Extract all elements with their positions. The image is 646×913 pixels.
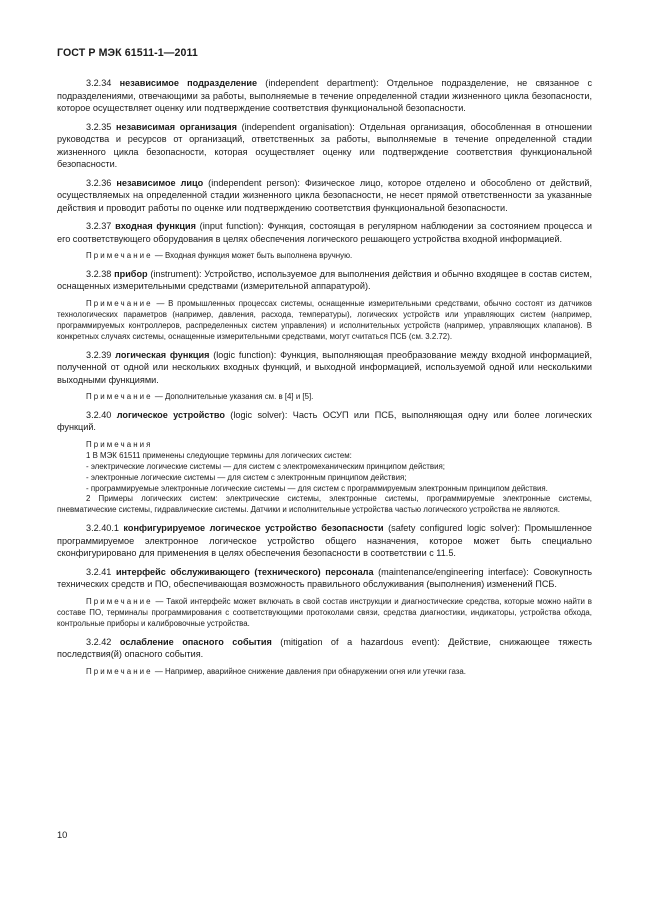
notes-label: Примечания bbox=[86, 439, 153, 449]
entry-3-2-36 bbox=[57, 177, 592, 215]
entry-number: 3.2.41 bbox=[86, 566, 116, 577]
note-label: Примечание bbox=[86, 596, 153, 606]
entry-term: входная функция bbox=[115, 221, 196, 231]
entry-term: независимое подразделение bbox=[119, 78, 258, 88]
note-label: Примечание bbox=[86, 251, 153, 260]
entry-3-2-40 bbox=[57, 409, 592, 434]
note-item: - программируемые электронные логические системы — для систем с программируемым электронным принципом действия. bbox=[86, 483, 548, 493]
entry-number: 3.2.42 bbox=[86, 636, 120, 647]
entry-number: 3.2.38 bbox=[86, 268, 115, 279]
note-3-2-37 bbox=[57, 251, 592, 262]
note-3-2-42 bbox=[57, 667, 592, 678]
note-label: Примечание bbox=[86, 298, 153, 308]
entry-3-2-40-1 bbox=[57, 522, 592, 560]
entry-term: логическое устройство bbox=[116, 409, 225, 420]
note-3-2-41 bbox=[57, 597, 592, 630]
entry-term: логическая функция bbox=[115, 349, 210, 360]
entry-definition: (independent organisation): Отдельная организация, обособленная в отношении руководства и ресурсов от организаций, ответственных за работы, выполняемые в течение определенной стадии жизненного цикла безопасности, которая осуществляет оценку или подтверждение соответствия функциональной безопасности. bbox=[57, 121, 592, 169]
entry-number: 3.2.36 bbox=[86, 177, 117, 188]
notes-3-2-40 bbox=[57, 440, 592, 516]
entry-term: прибор bbox=[114, 268, 148, 279]
entry-definition: (instrument): Устройство, используемое для выполнения действия и обычно входящее в состав систем, оснащенных измерительными средствами (измерительной аппаратурой). bbox=[57, 268, 592, 292]
entry-number: 3.2.39 bbox=[86, 349, 116, 360]
note-label: Примечание bbox=[86, 392, 153, 402]
entry-3-2-37 bbox=[57, 220, 592, 245]
note-item: - электронные логические системы — для систем с электронным принципом действия; bbox=[86, 472, 407, 482]
entry-definition: (safety configured logic solver): Промышленное программируемое электронное логическое устройство общего назначения, которое может быть специально сконфигурировано для применения в целях обеспечения безопасности в соответствии с 11.5. bbox=[57, 523, 593, 559]
note-item: 1 В МЭК 61511 применены следующие термины для логических систем: bbox=[86, 450, 352, 460]
entry-definition: (independent department): Отдельное подразделение, не связанное с подразделениями, отвечающими за работы, выполняемые в течение определенной стадии жизненного цикла безопасности, которое осуществляет оценку или подтверждение соответствия функциональной безопасности. bbox=[57, 78, 593, 113]
entry-definition: (mitigation of a hazardous event): Действие, снижающее тяжесть последствия(й) опасного события. bbox=[57, 636, 593, 659]
note-label: Примечание bbox=[86, 666, 153, 676]
entry-3-2-41 bbox=[57, 566, 592, 591]
entry-term: конфигурируемое логическое устройство безопасности bbox=[123, 523, 384, 534]
entry-definition: (logic solver): Часть ОСУП или ПСБ, выполняющая одну или более логических функций. bbox=[57, 409, 592, 433]
entry-term: независимая организация bbox=[116, 121, 237, 132]
note-text: — Такой интерфейс может включать в свой состав инструкции и диагностические средства, которые можно найти в составе ПО, терминалы программирования с соответствующими протоколами связи, средства диагностики, индикаторы, устройства обхода, контрольные приборы и калибровочные устройства. bbox=[57, 596, 592, 628]
note-text: — Дополнительные указания см. в [4] и [5]. bbox=[152, 392, 314, 402]
note-text: — Входная функция может быть выполнена вручную. bbox=[152, 251, 353, 260]
entry-3-2-35 bbox=[57, 121, 592, 171]
entry-3-2-38 bbox=[57, 268, 592, 293]
entry-number: 3.2.34 bbox=[86, 78, 120, 88]
note-item: - электрические логические системы — для систем с электромеханическим принципом действия; bbox=[86, 461, 445, 471]
entry-term: интерфейс обслуживающего (технического) персонала bbox=[115, 566, 374, 577]
note-3-2-39 bbox=[57, 392, 592, 403]
entry-number: 3.2.40.1 bbox=[86, 523, 124, 534]
entry-definition: (independent person): Физическое лицо, которое отделено и обособлено от действий, осуществляемых на определенной стадии жизненного цикла безопасности, не несет прямой ответственности за указанные действия и проводит работы по оценке или подтверждению соответствия функциональной безопасности. bbox=[57, 177, 593, 213]
entry-term: ослабление опасного события bbox=[119, 636, 272, 647]
note-text: — В промышленных процессах системы, оснащенные измерительными средствами, обычно состоят из датчиков технологических параметров (например, давления, расхода, температуры), логических устройств или управляющих систем (например, программируемых контроллеров, распределенных систем управления) и исполнительных устройств (например, управляющих клапанов). В конкретных случаях системы, оснащенные измерительными средствами, могут считаться ПСБ (см. 3.2.72). bbox=[57, 298, 592, 341]
page-number: 10 bbox=[57, 830, 68, 840]
entry-number: 3.2.40 bbox=[86, 409, 117, 420]
entry-3-2-39 bbox=[57, 349, 592, 387]
document-body bbox=[57, 77, 592, 683]
entry-number: 3.2.35 bbox=[86, 121, 117, 132]
entry-3-2-42 bbox=[57, 636, 592, 661]
entry-term: независимое лицо bbox=[116, 177, 204, 188]
note-item: 2 Примеры логических систем: электрические системы, электронные системы, программируемые электронные системы, пневматические системы, гидравлические системы. Датчики и исполнительные устройства частью логического устройства не являются. bbox=[57, 494, 592, 515]
entry-number: 3.2.37 bbox=[86, 221, 116, 231]
entry-definition: (input function): Функция, состоящая в регулярном наблюдении за состоянием процесса и его соответствующего оборудования в целях обеспечения логического решающего устройства входной информацией. bbox=[57, 221, 593, 244]
entry-3-2-34 bbox=[57, 77, 592, 115]
entry-definition: (maintenance/engineering interface): Совокупность технических средств и ПО, обеспечивающая возможность правильного обслуживания (выполнения) изменений ПСБ. bbox=[57, 566, 593, 590]
note-text: — Например, аварийное снижение давления при обнаружении огня или утечки газа. bbox=[152, 666, 466, 676]
note-3-2-38 bbox=[57, 299, 592, 343]
entry-definition: (logic function): Функция, выполняющая преобразование между входной информацией, полученной от одной или нескольких входных функций, и выходной информацией, используемой одной или несколькими выходными функциями. bbox=[57, 349, 592, 385]
document-header: ГОСТ Р МЭК 61511-1—2011 bbox=[57, 47, 198, 59]
